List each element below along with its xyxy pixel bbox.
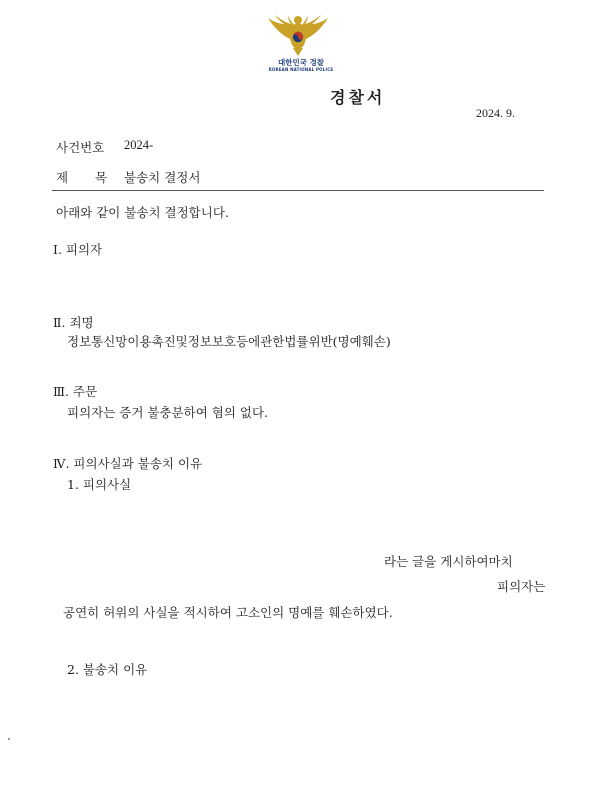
subject-label-second: 목	[95, 170, 108, 185]
document-date: 2024. 9.	[476, 106, 515, 120]
section-2-text: 정보통신망이용촉진및정보보호등에관한법률위반(명예훼손)	[67, 334, 391, 349]
section-3-heading: Ⅲ. 주문	[53, 384, 98, 399]
section-1-heading: Ⅰ. 피의자	[53, 242, 103, 257]
section-2-heading: Ⅱ. 죄명	[53, 315, 94, 330]
section-3-text: 피의자는 증거 불충분하여 혐의 없다.	[67, 405, 268, 420]
case-number-label: 사건번호	[56, 140, 105, 155]
section-4-line-b: 피의자는	[497, 579, 546, 594]
section-4-line-a: 라는 글을 게시하여마치	[384, 554, 513, 569]
document-title: 경찰서	[330, 88, 386, 107]
police-emblem-icon	[262, 12, 334, 58]
section-4-heading: Ⅳ. 피의사실과 불송치 이유	[53, 456, 203, 471]
agency-name-korean: 대한민국 경찰	[277, 58, 325, 67]
section-4-sub1-heading: 1. 피의사실	[67, 477, 132, 492]
intro-text: 아래와 같이 불송치 결정합니다.	[56, 205, 229, 220]
section-4-line-c: 공연히 허위의 사실을 적시하여 고소인의 명예를 훼손하였다.	[63, 605, 393, 620]
agency-name-english: KOREAN NATIONAL POLICE	[268, 67, 334, 72]
divider-line	[52, 190, 544, 191]
subject-value: 불송치 결정서	[124, 170, 201, 185]
scan-speck	[8, 738, 10, 740]
case-number-value: 2024-	[124, 138, 154, 152]
section-4-sub2-heading: 2. 불송치 이유	[67, 662, 148, 677]
subject-label-first: 제	[56, 170, 69, 185]
